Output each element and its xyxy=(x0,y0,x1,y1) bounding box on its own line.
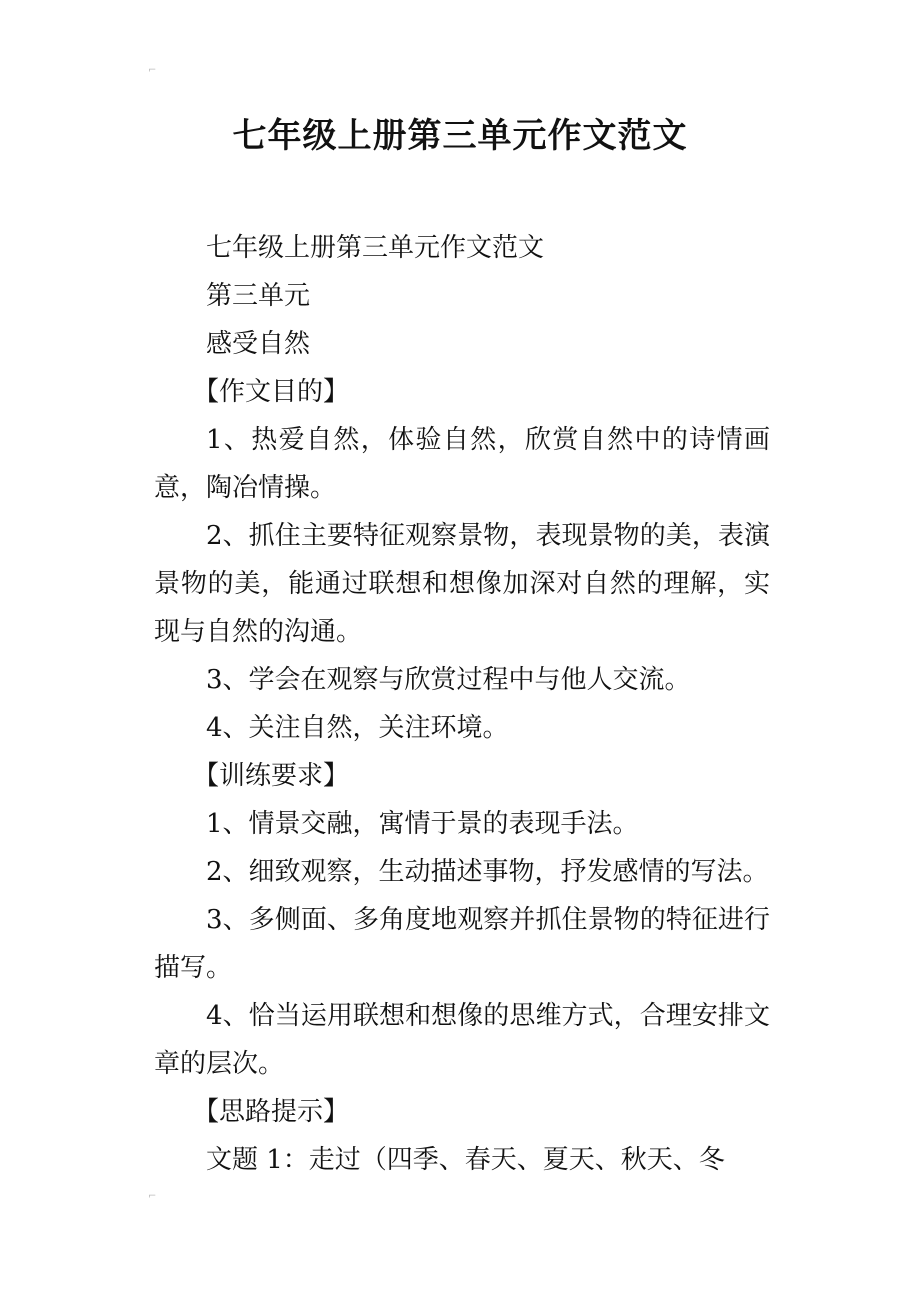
paragraph: 4、恰当运用联想和想像的思维方式，合理安排文章的层次。 xyxy=(154,1001,770,1079)
document-body xyxy=(154,224,770,1184)
paragraph: 1、热爱自然，体验自然，欣赏自然中的诗情画意，陶冶情操。 xyxy=(154,425,770,503)
paragraph: 文题 1：走过（四季、春天、夏天、秋天、冬 xyxy=(206,1145,725,1175)
paragraph: 2、细致观察，生动描述事物，抒发感情的写法。 xyxy=(206,857,769,887)
corner-mark-icon: ⌐ xyxy=(148,1191,157,1202)
corner-mark-icon: ⌐ xyxy=(148,65,157,76)
paragraph: 3、多侧面、多角度地观察并抓住景物的特征进行描写。 xyxy=(154,905,770,983)
document-title: 七年级上册第三单元作文范文 xyxy=(232,116,688,156)
paragraph: 2、抓住主要特征观察景物，表现景物的美，表演景物的美，能通过联想和想像加深对自然的理解，实现与自然的沟通。 xyxy=(154,521,770,647)
paragraph: 七年级上册第三单元作文范文 xyxy=(206,233,545,263)
paragraph: 4、关注自然，关注环境。 xyxy=(206,713,509,743)
paragraph: 感受自然 xyxy=(206,329,311,359)
section-heading: 【训练要求】 xyxy=(193,761,350,791)
paragraph: 1、情景交融，寓情于景的表现手法。 xyxy=(206,809,639,839)
section-heading: 【思路提示】 xyxy=(193,1097,350,1127)
paragraph: 第三单元 xyxy=(206,281,311,311)
paragraph: 3、学会在观察与欣赏过程中与他人交流。 xyxy=(206,665,691,695)
section-heading: 【作文目的】 xyxy=(193,377,350,407)
